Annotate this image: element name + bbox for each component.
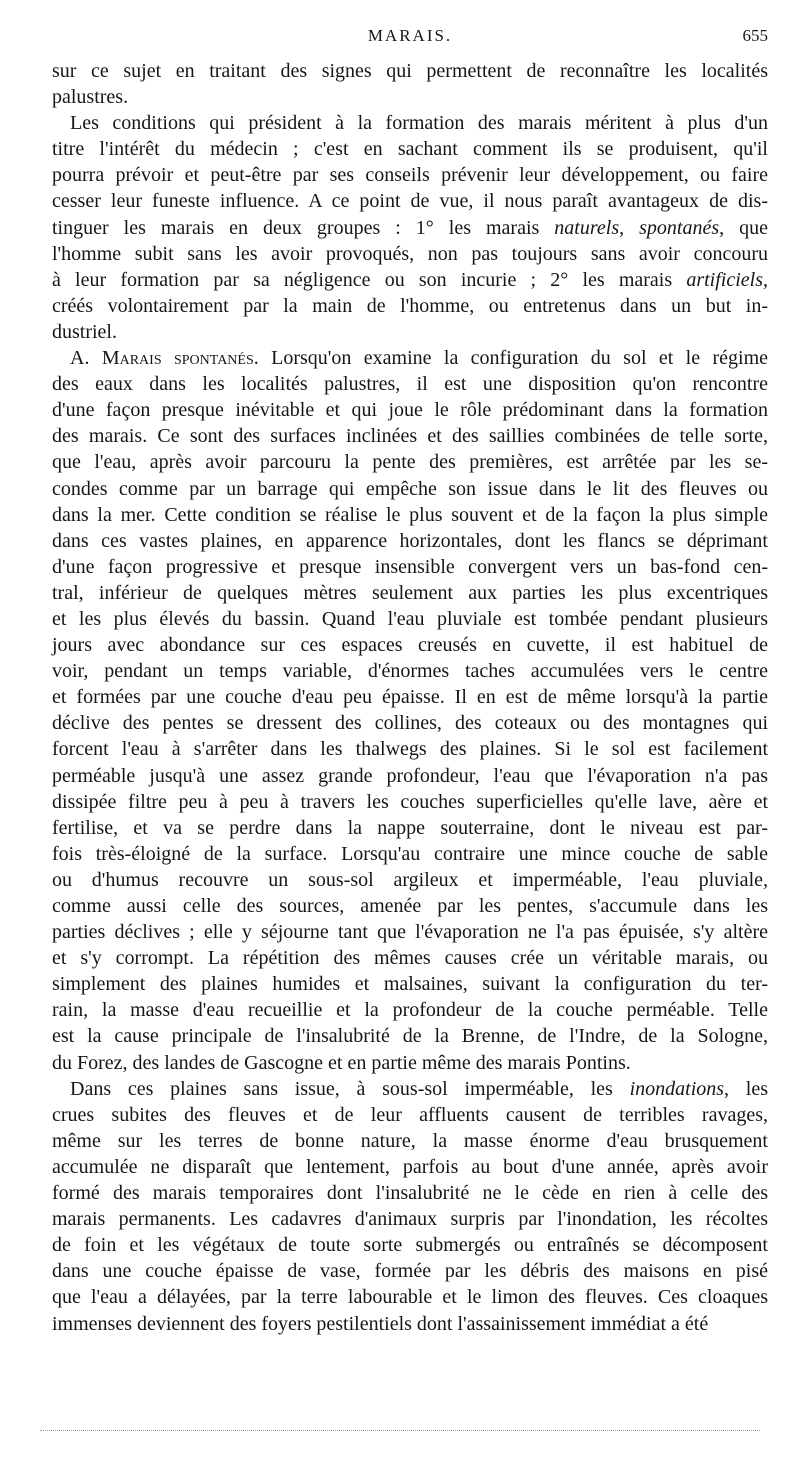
- text-segment: titre l'intérêt du médecin ; c'est en sachant comment ils se produisent, qu'il: [52, 138, 768, 161]
- text-segment: tinguer les marais en deux groupes : 1° les marais: [52, 216, 555, 239]
- text-segment: Lorsqu'on examine la configuration du sol et le régime: [258, 347, 769, 370]
- text-line: [52, 319, 768, 345]
- text-line: [52, 1258, 768, 1284]
- text-segment: voir, pendant un temps variable, d'énormes taches accumulées vers le centre: [52, 660, 768, 683]
- text-line: [52, 1206, 768, 1232]
- text-line: [52, 893, 768, 919]
- text-line: [52, 945, 768, 971]
- text-line: [52, 971, 768, 997]
- text-segment: simplement des plaines humides et malsaines, suivant la configuration du ter-: [52, 973, 768, 996]
- text-line: [52, 476, 768, 502]
- paragraph: [52, 345, 768, 1076]
- text-line: [52, 1180, 768, 1206]
- text-line: [52, 215, 768, 241]
- page-header: [52, 26, 768, 52]
- text-segment: , les: [724, 1077, 769, 1100]
- text-segment: crues subites des fleuves et de leur affluents causent de terribles ravages,: [52, 1103, 768, 1126]
- text-line: [52, 919, 768, 945]
- text-segment: rain, la masse d'eau recueillie et la profondeur de la couche perméable. Telle: [52, 999, 768, 1022]
- text-line: [52, 1284, 768, 1310]
- text-line: [52, 502, 768, 528]
- text-segment: cesser leur funeste influence. A ce point de vue, il nous paraît avantageux de dis-: [52, 190, 768, 213]
- text-segment: et s'y corrompt. La répétition des mêmes causes crée un véritable marais, ou: [52, 947, 768, 970]
- text-segment: sur ce sujet en traitant des signes qui permettent de reconnaître les localités: [52, 60, 768, 82]
- text-segment: même sur les terres de bonne nature, la masse énorme d'eau brusquement: [52, 1129, 768, 1152]
- text-line: [52, 867, 768, 893]
- text-line: [52, 1050, 768, 1076]
- text-line: [52, 997, 768, 1023]
- text-segment: l'homme subit sans les avoir provoqués, non pas toujours sans avoir concouru: [52, 242, 768, 265]
- text-segment: pourra prévoir et peut-être par ses conseils prévenir leur développement, ou faire: [52, 164, 768, 187]
- text-segment: marais permanents. Les cadavres d'animaux surpris par l'inondation, les récoltes: [52, 1208, 768, 1231]
- text-line: [52, 1232, 768, 1258]
- text-line: [52, 1023, 768, 1049]
- text-line: [52, 710, 768, 736]
- text-line: [52, 1311, 768, 1337]
- text-line: [52, 1102, 768, 1128]
- text-segment: artificiels: [686, 268, 763, 291]
- text-line: [52, 84, 768, 110]
- text-segment: accumulée ne disparaît que lentement, parfois au bout d'une année, après avoir: [52, 1155, 768, 1178]
- text-line: [52, 345, 768, 371]
- text-line: [52, 528, 768, 554]
- text-line: [52, 684, 768, 710]
- footer-dotted-rule: [40, 1430, 760, 1431]
- text-segment: naturels, spontanés: [554, 216, 720, 239]
- text-segment: , que: [719, 216, 768, 239]
- text-line: [52, 580, 768, 606]
- text-segment: d'une façon presque inévitable et qui joue le rôle prédominant dans la formation: [52, 399, 768, 422]
- text-segment: inondations: [629, 1077, 725, 1100]
- text-segment: à leur formation par sa négligence ou son incurie ; 2° les marais: [52, 268, 687, 291]
- text-line: [52, 371, 768, 397]
- text-line: [52, 1154, 768, 1180]
- page-number: 655: [742, 26, 768, 45]
- text-segment: est la cause principale de l'insalubrité de la Brenne, de l'Indre, de la Sologne,: [52, 1025, 768, 1048]
- text-segment: parties déclives ; elle y séjourne tant que l'évaporation ne l'a pas épuisée, s'y altère: [52, 921, 768, 944]
- text-segment: tral, inférieur de quelques mètres seulement aux parties les plus excentriques: [52, 581, 768, 604]
- text-line: [52, 841, 768, 867]
- text-segment: dans une couche épaisse de vase, formée par les débris des maisons en pisé: [52, 1260, 768, 1283]
- text-segment: que l'eau, après avoir parcouru la pente des premières, est arrêtée par les se-: [52, 451, 768, 474]
- body-text: [52, 58, 768, 1337]
- text-line: [52, 1076, 768, 1102]
- text-segment: dans ces vastes plaines, en apparence horizontales, dont les flancs se déprimant: [52, 529, 768, 552]
- text-segment: ,: [763, 268, 768, 291]
- text-line: [52, 449, 768, 475]
- text-line: [52, 1128, 768, 1154]
- text-segment: et formées par une couche d'eau peu épaisse. Il en est de même lorsqu'à la partie: [52, 686, 768, 709]
- text-segment: déclive des pentes se dressent des collines, des coteaux ou des montagnes qui: [52, 712, 768, 735]
- text-segment: fois très-éloigné de la surface. Lorsqu'au contraire une mince couche de sable: [52, 842, 768, 865]
- text-segment: perméable jusqu'à une assez grande profondeur, l'eau que l'évaporation n'a pas: [52, 764, 768, 787]
- text-segment: forcent l'eau à s'arrêter dans les thalwegs des plaines. Si le sol est facilement: [52, 738, 768, 761]
- text-line: [52, 136, 768, 162]
- text-line: [52, 815, 768, 841]
- text-line: [52, 606, 768, 632]
- text-line: [52, 423, 768, 449]
- text-segment: créés volontairement par la main de l'homme, ou entretenus dans un but in-: [52, 294, 768, 317]
- text-line: [52, 736, 768, 762]
- text-segment: que l'eau a délayées, par la terre labourable et le limon des fleuves. Ces cloaques: [52, 1286, 768, 1309]
- text-line: [52, 188, 768, 214]
- text-segment: fertilise, et va se perdre dans la nappe souterraine, dont le niveau est par-: [52, 816, 768, 839]
- text-segment: Dans ces plaines sans issue, à sous-sol imperméable, les: [70, 1077, 630, 1100]
- text-line: [52, 789, 768, 815]
- text-segment: ou d'humus recouvre un sous-sol argileux et imperméable, l'eau pluviale,: [52, 868, 768, 891]
- text-line: [52, 293, 768, 319]
- text-segment: Les conditions qui président à la formation des marais méritent à plus d'un: [70, 112, 768, 135]
- text-segment: condes comme par un barrage qui empêche son issue dans le lit des fleuves ou: [52, 477, 768, 500]
- text-segment: dans la mer. Cette condition se réalise le plus souvent et de la façon la plus simple: [52, 503, 768, 526]
- text-line: [52, 632, 768, 658]
- text-line: [52, 162, 768, 188]
- text-segment: d'une façon progressive et presque insensible convergent vers un bas-fond cen-: [52, 555, 768, 578]
- text-segment: comme aussi celle des sources, amenée par les pentes, s'accumule dans les: [52, 895, 768, 917]
- text-line: [52, 58, 768, 84]
- text-segment: immenses deviennent des foyers pestilentiels dont l'assainissement immédiat a été: [52, 1312, 709, 1335]
- text-line: [52, 397, 768, 423]
- text-segment: des eaux dans les localités palustres, il est une disposition qu'on rencontre: [52, 373, 768, 396]
- text-segment: de foin et les végétaux de toute sorte submergés ou entraînés se décomposent: [52, 1234, 768, 1257]
- text-segment: des marais. Ce sont des surfaces inclinées et des saillies combinées de telle sorte,: [52, 425, 768, 448]
- paragraph: [52, 110, 768, 345]
- text-segment: jours avec abondance sur ces espaces creusés en cuvette, il est habituel de: [52, 634, 768, 657]
- paragraph: [52, 58, 768, 110]
- text-line: [52, 658, 768, 684]
- text-segment: du Forez, des landes de Gascogne et en partie même des marais Pontins.: [52, 1051, 631, 1074]
- text-line: [52, 763, 768, 789]
- text-line: [52, 267, 768, 293]
- text-line: [52, 554, 768, 580]
- text-segment: dustriel.: [52, 320, 117, 343]
- text-line: [52, 241, 768, 267]
- running-title: MARAIS.: [367, 26, 453, 45]
- text-segment: formé des marais temporaires dont l'insalubrité ne le cède en rien à celle des: [52, 1182, 768, 1205]
- text-segment: A. Marais spontanés.: [70, 347, 259, 370]
- paragraph: [52, 1076, 768, 1337]
- text-segment: dissipée filtre peu à peu à travers les couches superficielles qu'elle lave, aère et: [52, 790, 768, 813]
- text-line: [52, 110, 768, 136]
- text-segment: palustres.: [52, 86, 129, 109]
- text-segment: et les plus élevés du bassin. Quand l'eau pluviale est tombée pendant plusieurs: [52, 607, 768, 630]
